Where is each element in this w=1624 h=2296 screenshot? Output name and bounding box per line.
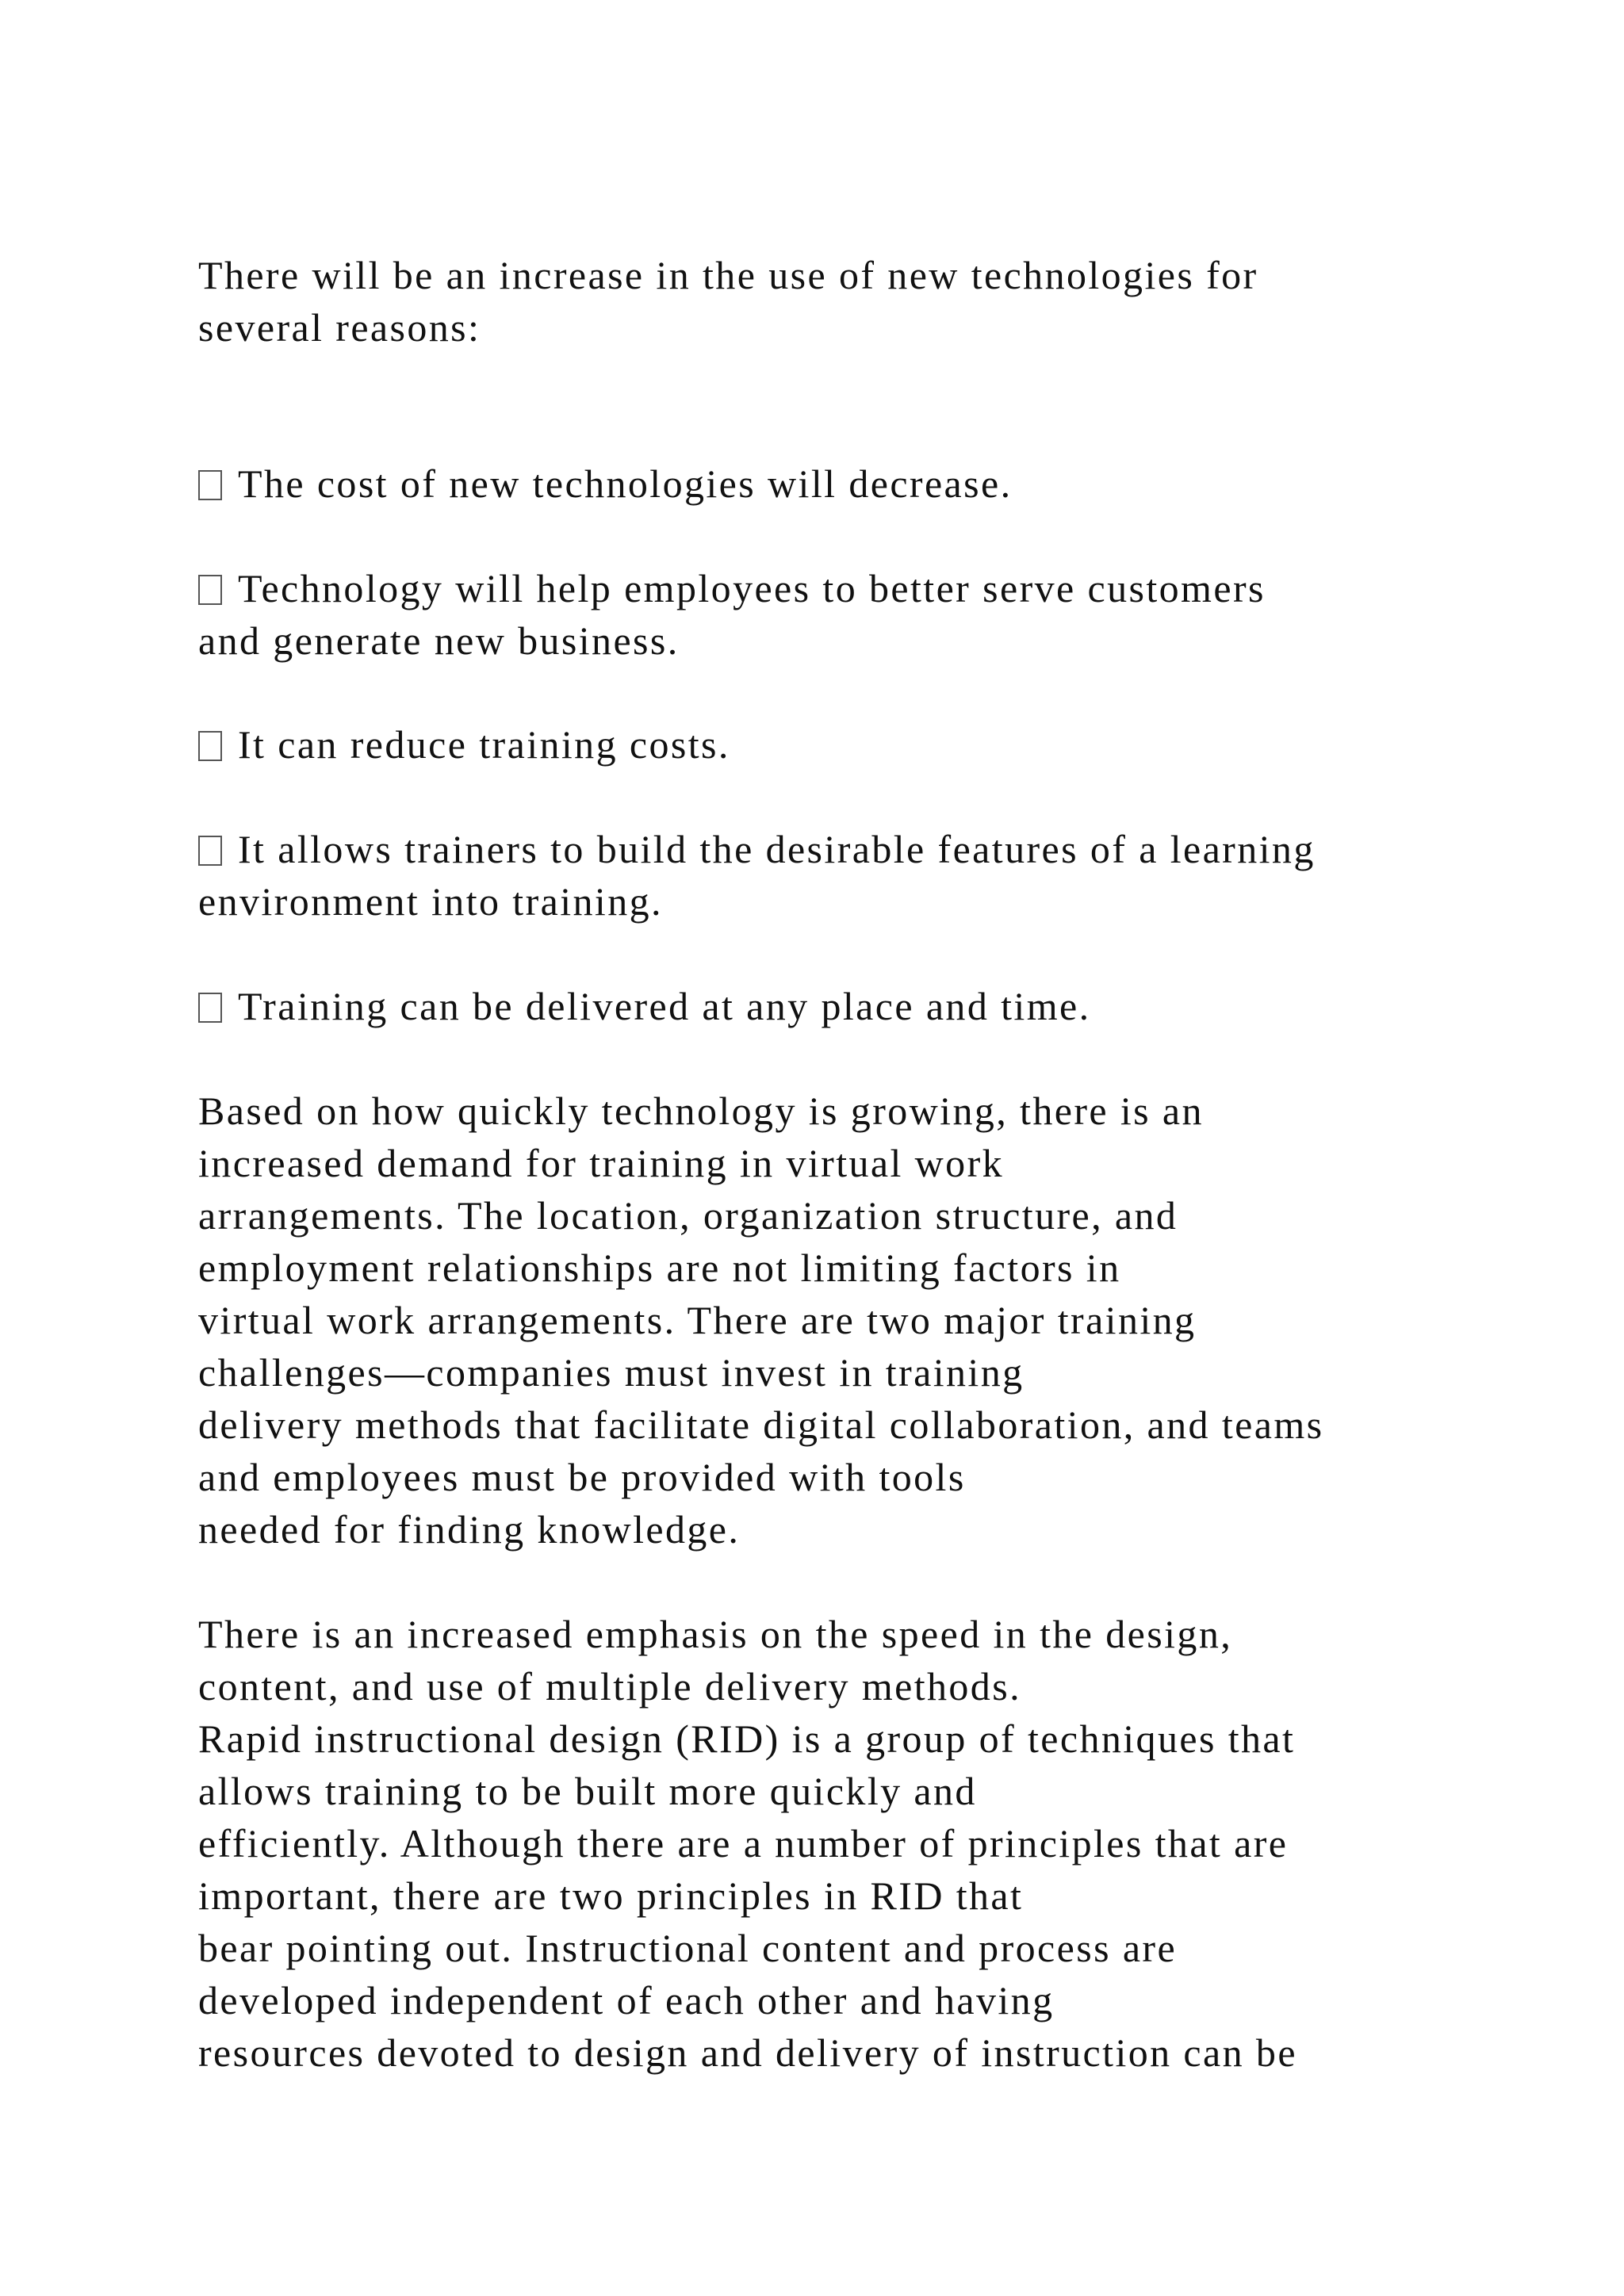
- bullet-item: [198, 823, 1316, 875]
- bullet-continuation: environment into training.: [198, 879, 663, 924]
- bullet-box-icon: [198, 470, 222, 500]
- paragraph-line: challenges—companies must invest in training: [198, 1350, 1025, 1395]
- bullet-text: Technology will help employees to better serve customers: [238, 566, 1266, 610]
- bullet-text: Training can be delivered at any place and time.: [238, 984, 1091, 1028]
- paragraph-line: and employees must be provided with tools: [198, 1455, 966, 1499]
- bullet-box-icon: [198, 731, 222, 761]
- bullet-text: It allows trainers to build the desirable features of a learning: [238, 827, 1316, 871]
- paragraph-line: resources devoted to design and delivery of instruction can be: [198, 2030, 1297, 2075]
- paragraph-line: efficiently. Although there are a number of principles that are: [198, 1821, 1289, 1866]
- bullet-box-icon: [198, 836, 222, 866]
- paragraph-line: Rapid instructional design (RID) is a group of techniques that: [198, 1716, 1296, 1761]
- paragraph-line: increased demand for training in virtual work: [198, 1141, 1005, 1185]
- bullet-text: It can reduce training costs.: [238, 722, 730, 767]
- bullet-item: [198, 718, 730, 771]
- bullet-continuation: and generate new business.: [198, 618, 680, 663]
- paragraph-line: virtual work arrangements. There are two major training: [198, 1298, 1197, 1342]
- paragraph-line: arrangements. The location, organization structure, and: [198, 1193, 1178, 1238]
- paragraph-line: delivery methods that facilitate digital collaboration, and teams: [198, 1402, 1324, 1447]
- intro-line: There will be an increase in the use of new technologies for: [198, 253, 1258, 297]
- paragraph-line: important, there are two principles in RID that: [198, 1873, 1024, 1918]
- intro-line: several reasons:: [198, 305, 481, 350]
- paragraph-line: employment relationships are not limiting factors in: [198, 1246, 1121, 1290]
- bullet-box-icon: [198, 993, 222, 1023]
- paragraph-line: needed for finding knowledge.: [198, 1507, 741, 1552]
- paragraph-line: allows training to be built more quickly and: [198, 1769, 977, 1813]
- bullet-box-icon: [198, 575, 222, 605]
- bullet-text: The cost of new technologies will decrease.: [238, 461, 1013, 506]
- paragraph-line: bear pointing out. Instructional content and process are: [198, 1926, 1178, 1970]
- paragraph-line: content, and use of multiple delivery methods.: [198, 1664, 1021, 1709]
- paragraph-line: developed independent of each other and having: [198, 1978, 1055, 2022]
- paragraph-line: There is an increased emphasis on the speed in the design,: [198, 1612, 1233, 1656]
- paragraph-line: Based on how quickly technology is growing, there is an: [198, 1089, 1204, 1133]
- bullet-item: [198, 457, 1013, 510]
- bullet-item: [198, 980, 1091, 1032]
- bullet-item: [198, 562, 1266, 614]
